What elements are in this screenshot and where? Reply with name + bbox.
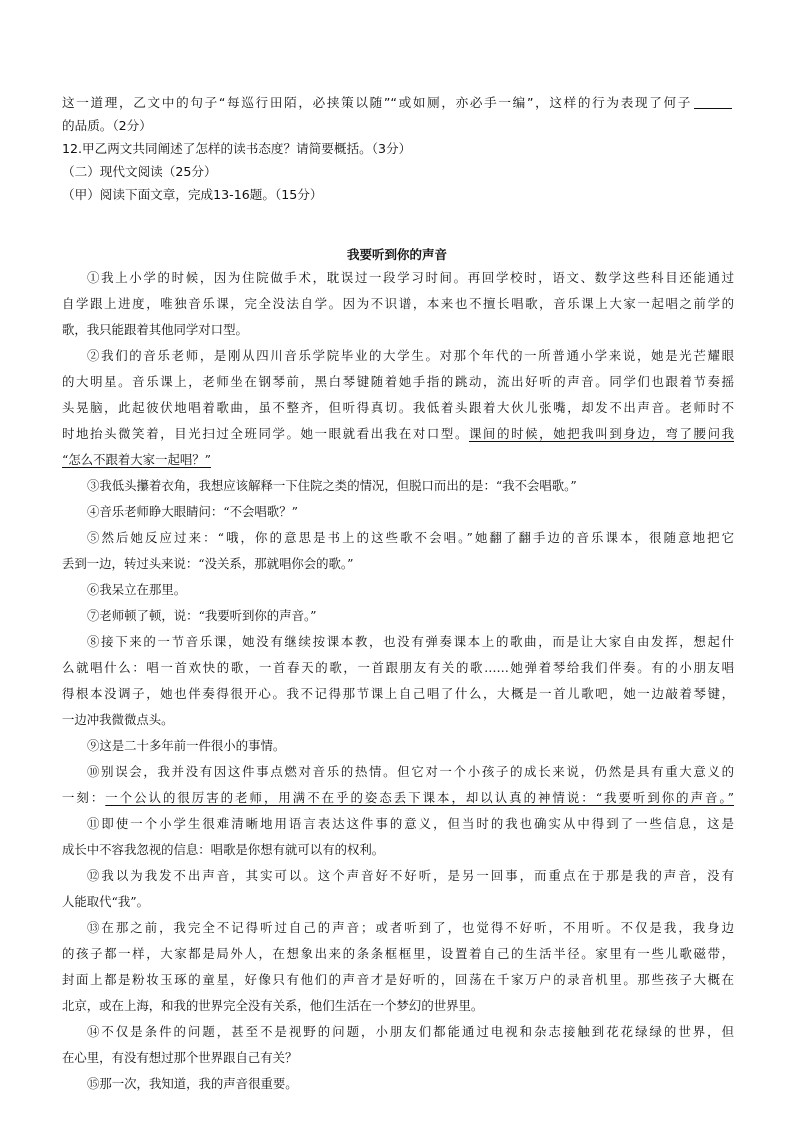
sub-heading: （甲）阅读下面文章，完成13-16题。（15分）: [62, 187, 323, 202]
q11-line-1: [62, 92, 734, 113]
underlined-sentence: 一个公认的很厉害的老师，用满不在乎的姿态丢下课本，却以认真的神情说：“我要听到你的声音。”: [105, 790, 735, 805]
answer-blank[interactable]: [694, 94, 732, 109]
paragraph-2-line-2: 的大明星。音乐课上，老师坐在钢琴前，黑白琴键随着她手指的跳动，流出好听的声音。同学们也跟着节奏摇: [62, 374, 734, 389]
paragraph-10-line-1: ⑩别误会，我并没有因这件事点燃对音乐的热情。但它对一个小孩子的成长来说，仍然是具有重大意义的: [87, 764, 734, 779]
paragraph-13-line-4: 北京，或在上海，和我的世界完全没有关系，他们生活在一个梦幻的世界里。: [62, 998, 484, 1013]
paragraph-13-line-2: 的孩子都一样，大家都是局外人，在想象出来的条条框框里，设置着自己的生活半径。家里有一些儿歌磁带，: [62, 946, 734, 961]
paragraph-1-line-3: 歌，我只能跟着其他同学对口型。: [62, 322, 248, 337]
underlined-sentence: 课间的时候，她把我叫到身边，弯了腰问我: [469, 426, 735, 441]
paragraph-2-line-1: ②我们的音乐老师，是刚从四川音乐学院毕业的大学生。对那个年代的一所普通小学来说，她是光芒耀眼: [87, 348, 734, 363]
paragraph-10-line-2: 一刻：一个公认的很厉害的老师，用满不在乎的姿态丢下课本，却以认真的神情说：“我要听到你的声音。”: [62, 790, 735, 805]
paragraph-14-line-2: 在心里，有没有想过那个世界跟自己有关？: [62, 1050, 298, 1065]
paragraph-14-line-1: ⑭不仅是条件的问题，甚至不是视野的问题，小朋友们都能通过电视和杂志接触到花花绿绿的世界，但: [87, 1024, 734, 1039]
paragraph-2-line-3: 头晃脑，此起彼伏地唱着歌曲，虽不整齐，但听得真切。我低着头跟着大伙儿张嘴，却发不出声音。老师时不: [62, 400, 734, 415]
q11-line-2: 的品质。（2分）: [62, 118, 152, 133]
paragraph-13-line-1: ⑬在那之前，我完全不记得听过自己的声音；或者听到了，也觉得不好听，不用听。不仅是我，我身边: [87, 920, 734, 935]
paragraph-8-line-2: 么就唱什么：唱一首欢快的歌，一首春天的歌，一首跟朋友有关的歌……她弹着琴给我们伴奏。有的小朋友唱: [62, 660, 734, 675]
paragraph-5-line-2: 丢到一边，转过头来说：“没关系，那就唱你会的歌。”: [62, 556, 354, 571]
paragraph-8-line-1: ⑧接下来的一节音乐课，她没有继续按课本教，也没有弹奏课本上的歌曲，而是让大家自由发挥，想起什: [87, 634, 734, 649]
paragraph-1-line-2: 自学跟上进度，唯独音乐课，完全没法自学。因为不识谱，本来也不擅长唱歌，音乐课上大家一起唱之前学的: [62, 296, 734, 311]
paragraph-11-line-1: ⑪即使一个小学生很难清晰地用语言表达这件事的意义，但当时的我也确实从中得到了一些信息，这是: [87, 816, 734, 831]
paragraph-7: ⑦老师顿了顿，说：“我要听到你的声音。”: [87, 608, 317, 623]
paragraph-1-line-1: ①我上小学的时候，因为住院做手术，耽误过一段学习时间。再回学校时，语文、数学这些科目还能通过: [87, 270, 734, 285]
paragraph-3: ③我低头攥着衣角，我想应该解释一下住院之类的情况，但脱口而出的是：“我不会唱歌。”: [87, 478, 577, 493]
paragraph-2-line-5: [62, 447, 734, 473]
paragraph-6: ⑥我呆立在那里。: [87, 582, 187, 597]
paragraph-2-line-4: 时地抬头微笑着，目光扫过全班同学。她一眼就看出我在对口型。课间的时候，她把我叫到身边，弯了腰问我: [62, 426, 735, 441]
paragraph-8-line-3: 得根本没调子，她也伴奏得很开心。我不记得那节课上自己唱了什么，大概是一首儿歌吧，她一边敲着琴键，: [62, 686, 734, 701]
q11-text: 这一道理，乙文中的句子“每巡行田陌，必挟策以随”“或如厕，亦必手一编”，这样的行为表现了何子: [62, 95, 692, 110]
question-12: 12.甲乙两文共同阐述了怎样的读书态度？请简要概括。（3分）: [62, 141, 412, 156]
paragraph-13-line-3: 封面上都是粉妆玉琢的童星，好像只有他们的声音才是好听的，回荡在千家万户的录音机里。那些孩子大概在: [62, 972, 734, 987]
paragraph-5-line-1: ⑤然后她反应过来：“哦，你的意思是书上的这些歌不会唱。”她翻了翻手边的音乐课本，很随意地把它: [87, 530, 734, 545]
section-heading: （二）现代文阅读（25分）: [62, 164, 217, 179]
paragraph-12-line-1: ⑫我以为我发不出声音，其实可以。这个声音好不好听，是另一回事，而重点在于那是我的声音，没有: [87, 868, 734, 883]
paragraph-12-line-2: 人能取代“我”。: [62, 894, 150, 909]
paragraph-9: ⑨这是二十多年前一件很小的事情。: [87, 738, 286, 753]
paragraph-11-line-2: 成长中不容我忽视的信息：唱歌是你想有就可以有的权利。: [62, 842, 385, 857]
paragraph-4: ④音乐老师睁大眼睛问：“不会唱歌？”: [87, 504, 298, 519]
paragraph-8-line-4: 一边冲我微微点头。: [62, 712, 174, 727]
underlined-quote: “怎么不跟着大家一起唱？”: [62, 452, 211, 467]
article-title: 我要听到你的声音: [346, 247, 447, 262]
paragraph-15: ⑮那一次，我知道，我的声音很重要。: [87, 1076, 298, 1091]
